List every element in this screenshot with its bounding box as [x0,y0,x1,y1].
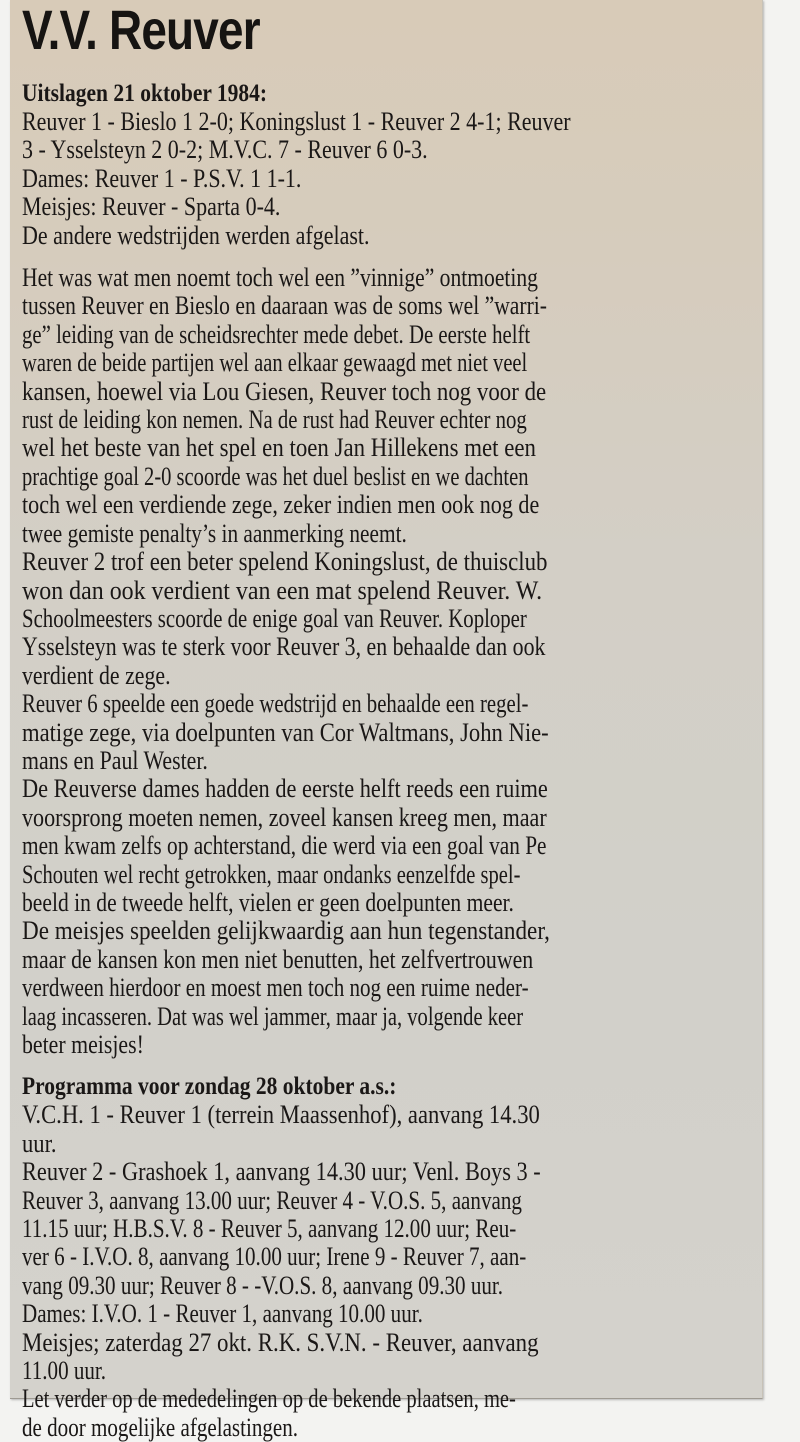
program-line: Reuver 3, aanvang 13.00 uur; Reuver 4 - V.O.S. 5, aanvang [22,1185,522,1215]
report-line: mans en Paul Wester. [22,745,208,775]
report-line: toch wel een verdiende zege, zeker indien men ook nog de [22,490,540,520]
report-line: rust de leiding kon nemen. Na de rust had Reuver echter nog [22,405,527,435]
report-line: wel het beste van het spel en toen Jan Hillekens met een [22,433,537,463]
report-line: twee gemiste penalty’s in aanmerking neemt. [22,518,407,548]
report-line: Schoolmeesters scoorde de enige goal van Reuver. Koploper [22,603,527,633]
report-line: Het was wat men noemt toch wel een ”vinnige” ontmoeting [22,263,538,293]
report-line: voorsprong moeten nemen, zoveel kansen kreeg men, maar [22,802,547,832]
article [22,0,750,1442]
report-line: won dan ook verdient van een mat spelend Reuver. W. [22,575,543,605]
program-line: Dames: I.V.O. 1 - Reuver 1, aanvang 10.00 uur. [22,1299,423,1329]
program-line: 11.15 uur; H.B.S.V. 8 - Reuver 5, aanvang 12.00 uur; Reu- [22,1214,517,1244]
report-line: matige zege, via doelpunten van Cor Waltmans, John Nie- [22,717,549,747]
program-line: Let verder op de mededelingen op de bekende plaatsen, me- [22,1384,516,1414]
report-line: kansen, hoewel via Lou Giesen, Reuver toch nog voor de [22,376,547,406]
report-line: beeld in de tweede helft, vielen er geen doelpunten meer. [22,887,514,917]
match-report [22,264,750,1059]
program-heading: Programma voor zondag 28 oktober a.s.: [22,1073,397,1101]
report-line: De meisjes speelden gelijkwaardig aan hun tegenstander, [22,916,550,946]
program-line: vang 09.30 uur; Reuver 8 - -V.O.S. 8, aanvang 09.30 uur. [22,1270,504,1300]
report-line: Reuver 6 speelde een goede wedstrijd en behaalde een regel- [22,689,529,719]
program-block [22,1101,750,1442]
report-line: verdween hierdoor en moest men toch nog een ruime neder- [22,973,529,1003]
headline: V.V. Reuver [22,0,260,61]
report-line: verdient de zege. [22,660,171,690]
report-line: waren de beide partijen wel aan elkaar gewaagd met niet veel [22,348,528,378]
newspaper-clipping [10,0,763,1442]
report-line: tussen Reuver en Bieslo en daaraan was de soms wel ”warri- [22,291,547,321]
results-line: 3 - Ysselsteyn 2 0-2; M.V.C. 7 - Reuver 6 0-3. [22,135,428,165]
report-line: De Reuverse dames hadden de eerste helft reeds een ruime [22,774,548,804]
report-line: laag incasseren. Dat was wel jammer, maar ja, volgende keer [22,1001,524,1031]
report-line: ge” leiding van de scheidsrechter mede debet. De eerste helft [22,319,531,349]
report-line: Ysselsteyn was te sterk voor Reuver 3, en behaalde dan ook [22,632,546,662]
program-line: ver 6 - I.V.O. 8, aanvang 10.00 uur; Irene 9 - Reuver 7, aan- [22,1242,527,1272]
program-line: uur. [22,1128,57,1158]
report-line: beter meisjes! [22,1030,144,1059]
report-line: prachtige goal 2-0 scoorde was het duel beslist en we dachten [22,461,529,491]
program-line: de door mogelijke afgelastingen. [22,1412,299,1442]
results-line: Meisjes: Reuver - Sparta 0-4. [22,192,281,222]
report-line: Schouten wel recht getrokken, maar ondanks eenzelfde spel- [22,859,521,889]
results-line: Dames: Reuver 1 - P.S.V. 1 1-1. [22,163,302,193]
program-line: Meisjes; zaterdag 27 okt. R.K. S.V.N. - Reuver, aanvang [22,1327,539,1357]
program-line: 11.00 uur. [22,1356,107,1386]
report-line: men kwam zelfs op achterstand, die werd via een goal van Pe [22,831,547,861]
report-line: maar de kansen kon men niet benutten, het zelfvertrouwen [22,944,534,974]
results-line: De andere wedstrijden werden afgelast. [22,220,370,250]
program-line: Reuver 2 - Grashoek 1, aanvang 14.30 uur; Venl. Boys 3 - [22,1157,541,1187]
program-line: V.C.H. 1 - Reuver 1 (terrein Maassenhof), aanvang 14.30 [22,1100,540,1130]
report-line: Reuver 2 trof een beter spelend Koningslust, de thuisclub [22,547,548,577]
results-heading: Uitslagen 21 oktober 1984: [22,80,268,107]
results-line: Reuver 1 - Bieslo 1 2-0; Koningslust 1 - Reuver 2 4-1; Reuver [22,107,571,136]
results-block [22,108,750,250]
